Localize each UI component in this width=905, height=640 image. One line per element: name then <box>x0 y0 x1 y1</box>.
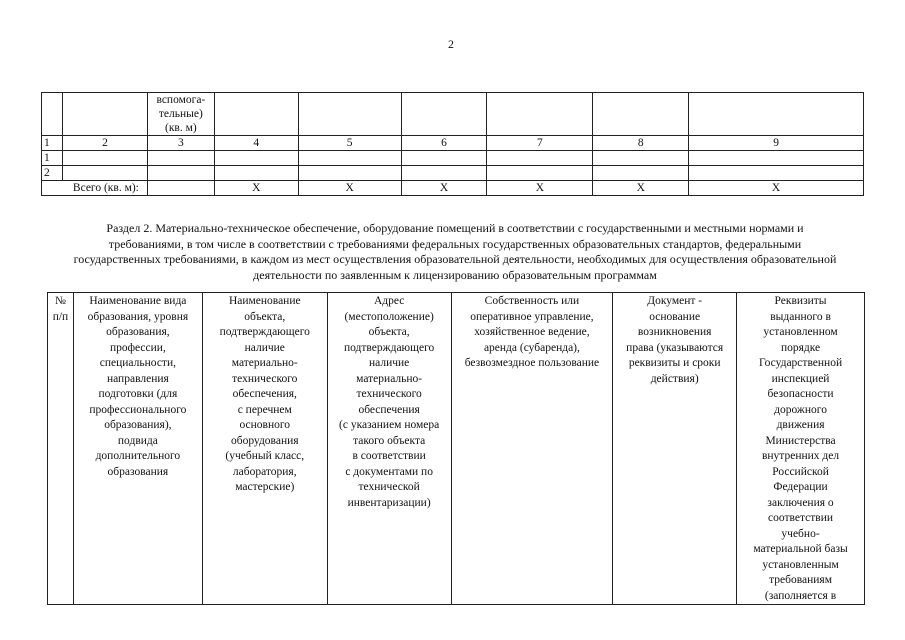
row-number: 1 <box>42 151 63 166</box>
row-number: 2 <box>42 166 63 181</box>
col-number: 8 <box>593 136 689 151</box>
header-document: Документ - основание возникновения права (указываются реквизиты и сроки действия) <box>613 293 737 605</box>
header-address: Адрес (местоположение) объекта, подтверждающего наличие материально- технического обеспечения (с указанием номера такого объекта в соответствии с документами по технической инвентаризации) <box>327 293 451 605</box>
total-mark: X <box>214 181 298 196</box>
page-number: 2 <box>448 37 454 51</box>
header-requisites: Реквизиты выданного в установленном порядке Государственной инспекцией безопасности дорожного движения Министерства внутренних дел Российской Федерации заключения о соответствии учебно- материальной базы установленным требованиям (заполняется в <box>737 293 865 605</box>
table-row <box>42 166 864 181</box>
col-number: 9 <box>689 136 864 151</box>
auxiliary-area-header: вспомога- тельные) (кв. м) <box>147 93 214 136</box>
area-table <box>41 92 864 196</box>
col-number: 3 <box>147 136 214 151</box>
equipment-table <box>47 292 865 605</box>
col-number: 4 <box>214 136 298 151</box>
header-object-name: Наименование объекта, подтверждающего наличие материально- технического обеспечения, с перечнем основного оборудования (учебный класс, лаборатория, мастерские) <box>202 293 327 605</box>
col-number: 2 <box>62 136 147 151</box>
total-row <box>42 181 864 196</box>
header-number: № п/п <box>48 293 74 605</box>
total-mark: X <box>689 181 864 196</box>
section-title: Раздел 2. Материально-техническое обеспечение, оборудование помещений в соответствии с государственными и местными нормами и требованиями, в том числе в соответствии с требованиями федеральных государственных образовательных стандартов, федеральными государственных требованиями, в каждом из мест осуществления образовательной деятельности, необходимых для осуществления образовательной деятельности по заявленным к лицензированию образовательным программам <box>73 221 837 282</box>
total-mark: X <box>298 181 401 196</box>
col-number: 7 <box>487 136 593 151</box>
table-header-row <box>48 293 865 605</box>
total-mark: X <box>401 181 487 196</box>
table-header-row <box>42 93 864 136</box>
header-ownership: Собственность или оперативное управление, хозяйственное ведение, аренда (субаренда), безвозмездное пользование <box>451 293 613 605</box>
col-number: 5 <box>298 136 401 151</box>
total-label: Всего (кв. м): <box>42 181 148 196</box>
col-number: 6 <box>401 136 487 151</box>
total-mark: X <box>487 181 593 196</box>
table-row <box>42 151 864 166</box>
header-education-type: Наименование вида образования, уровня образования, профессии, специальности, направления подготовки (для профессионального образования), подвида дополнительного образования <box>73 293 202 605</box>
col-number: 1 <box>42 136 63 151</box>
column-number-row <box>42 136 864 151</box>
total-mark: X <box>593 181 689 196</box>
